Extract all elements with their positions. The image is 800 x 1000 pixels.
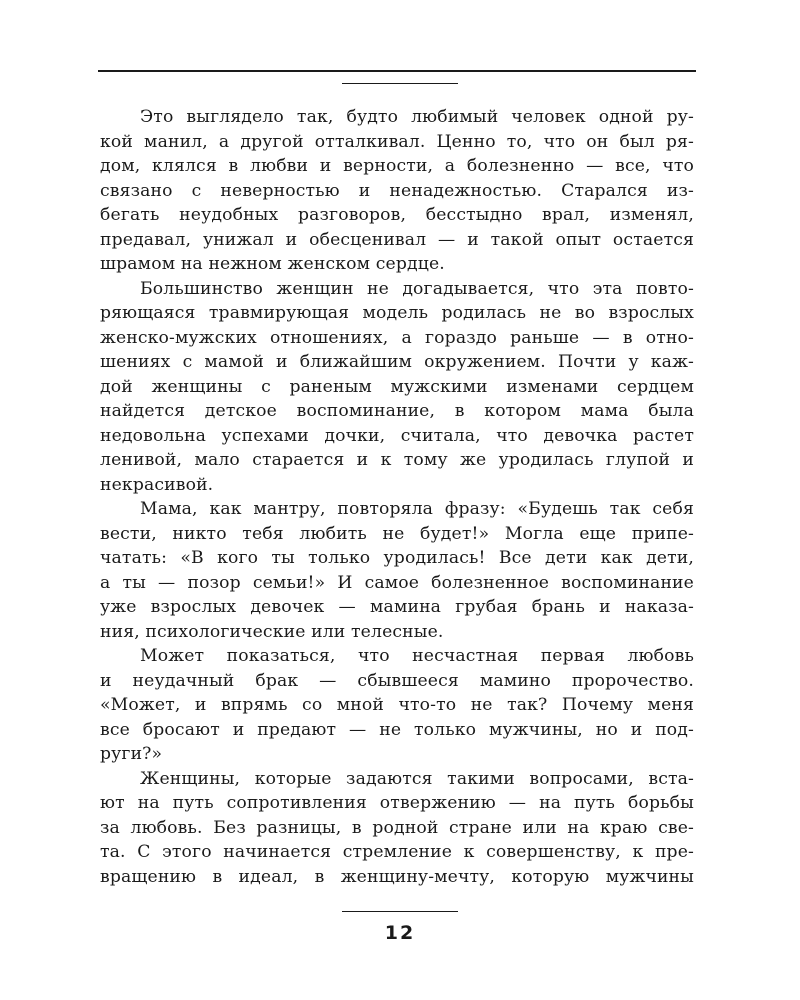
text-line: вести, никто тебя любить не будет!» Могла еще припе- bbox=[100, 523, 694, 544]
text-line: связано с неверностью и ненадежностью. Старался из- bbox=[100, 180, 694, 201]
text-line: шрамом на нежном женском сердце. bbox=[100, 254, 445, 274]
header-rule bbox=[98, 70, 696, 72]
text-line: бегать неудобных разговоров, бесстыдно врал, изменял, bbox=[100, 205, 694, 225]
footer-rule bbox=[342, 911, 458, 912]
text-line: шениях с мамой и ближайшим окружением. Почти у каж- bbox=[100, 352, 694, 372]
text-line: недовольна успехами дочки, считала, что девочка растет bbox=[100, 425, 694, 446]
text-line: женско-мужских отношениях, а гораздо раньше — в отно- bbox=[100, 327, 694, 348]
paragraph-4 bbox=[100, 644, 694, 767]
text-line: найдется детское воспоминание, в котором мама была bbox=[100, 401, 694, 421]
text-line: дой женщины с раненым мужскими изменами сердцем bbox=[100, 376, 694, 397]
paragraph-2 bbox=[100, 277, 694, 498]
header-short-rule bbox=[342, 83, 458, 84]
paragraph-5 bbox=[100, 767, 694, 890]
text-line: Может показаться, что несчастная первая любовь bbox=[140, 646, 694, 666]
text-line: руги?» bbox=[100, 744, 163, 764]
text-line: Большинство женщин не догадывается, что эта повто- bbox=[140, 278, 694, 299]
text-line: кой манил, а другой отталкивал. Ценно то, что он был ря- bbox=[100, 131, 694, 152]
text-line: уже взрослых девочек — мамина грубая брань и наказа- bbox=[100, 597, 694, 617]
text-line: дом, клялся в любви и верности, а болезненно — все, что bbox=[100, 156, 694, 176]
text-line: Мама, как мантру, повторяла фразу: «Будешь так себя bbox=[140, 499, 694, 519]
text-line: и неудачный брак — сбывшееся мамино пророчество. bbox=[100, 670, 694, 691]
text-line: за любовь. Без разницы, в родной стране или на краю све- bbox=[100, 817, 694, 838]
body-text bbox=[100, 105, 694, 889]
paragraph-1 bbox=[100, 105, 694, 277]
text-line: «Может, и впрямь со мной что-то не так? Почему меня bbox=[100, 695, 694, 715]
text-line: чатать: «В кого ты только уродилась! Все дети как дети, bbox=[100, 548, 694, 568]
text-line: некрасивой. bbox=[100, 474, 214, 495]
text-line: предавал, унижал и обесценивал — и такой опыт остается bbox=[100, 229, 694, 250]
text-line: Женщины, которые задаются такими вопросами, вста- bbox=[140, 768, 694, 789]
text-line: Это выглядело так, будто любимый человек одной ру- bbox=[140, 107, 694, 127]
page-number: 12 bbox=[384, 922, 416, 944]
paragraph-3 bbox=[100, 497, 694, 644]
text-line: ленивой, мало старается и к тому же уродилась глупой и bbox=[100, 450, 694, 470]
text-line: вращению в идеал, в женщину-мечту, которую мужчины bbox=[100, 866, 694, 887]
text-line: ют на путь сопротивления отвержению — на путь борьбы bbox=[100, 793, 694, 813]
text-line: ряющаяся травмирующая модель родилась не во взрослых bbox=[100, 303, 694, 323]
text-line: та. С этого начинается стремление к совершенству, к пре- bbox=[100, 842, 694, 862]
text-line: а ты — позор семьи!» И самое болезненное воспоминание bbox=[100, 572, 694, 593]
text-line: ния, психологические или телесные. bbox=[100, 621, 444, 642]
text-line: все бросают и предают — не только мужчины, но и под- bbox=[100, 719, 694, 740]
